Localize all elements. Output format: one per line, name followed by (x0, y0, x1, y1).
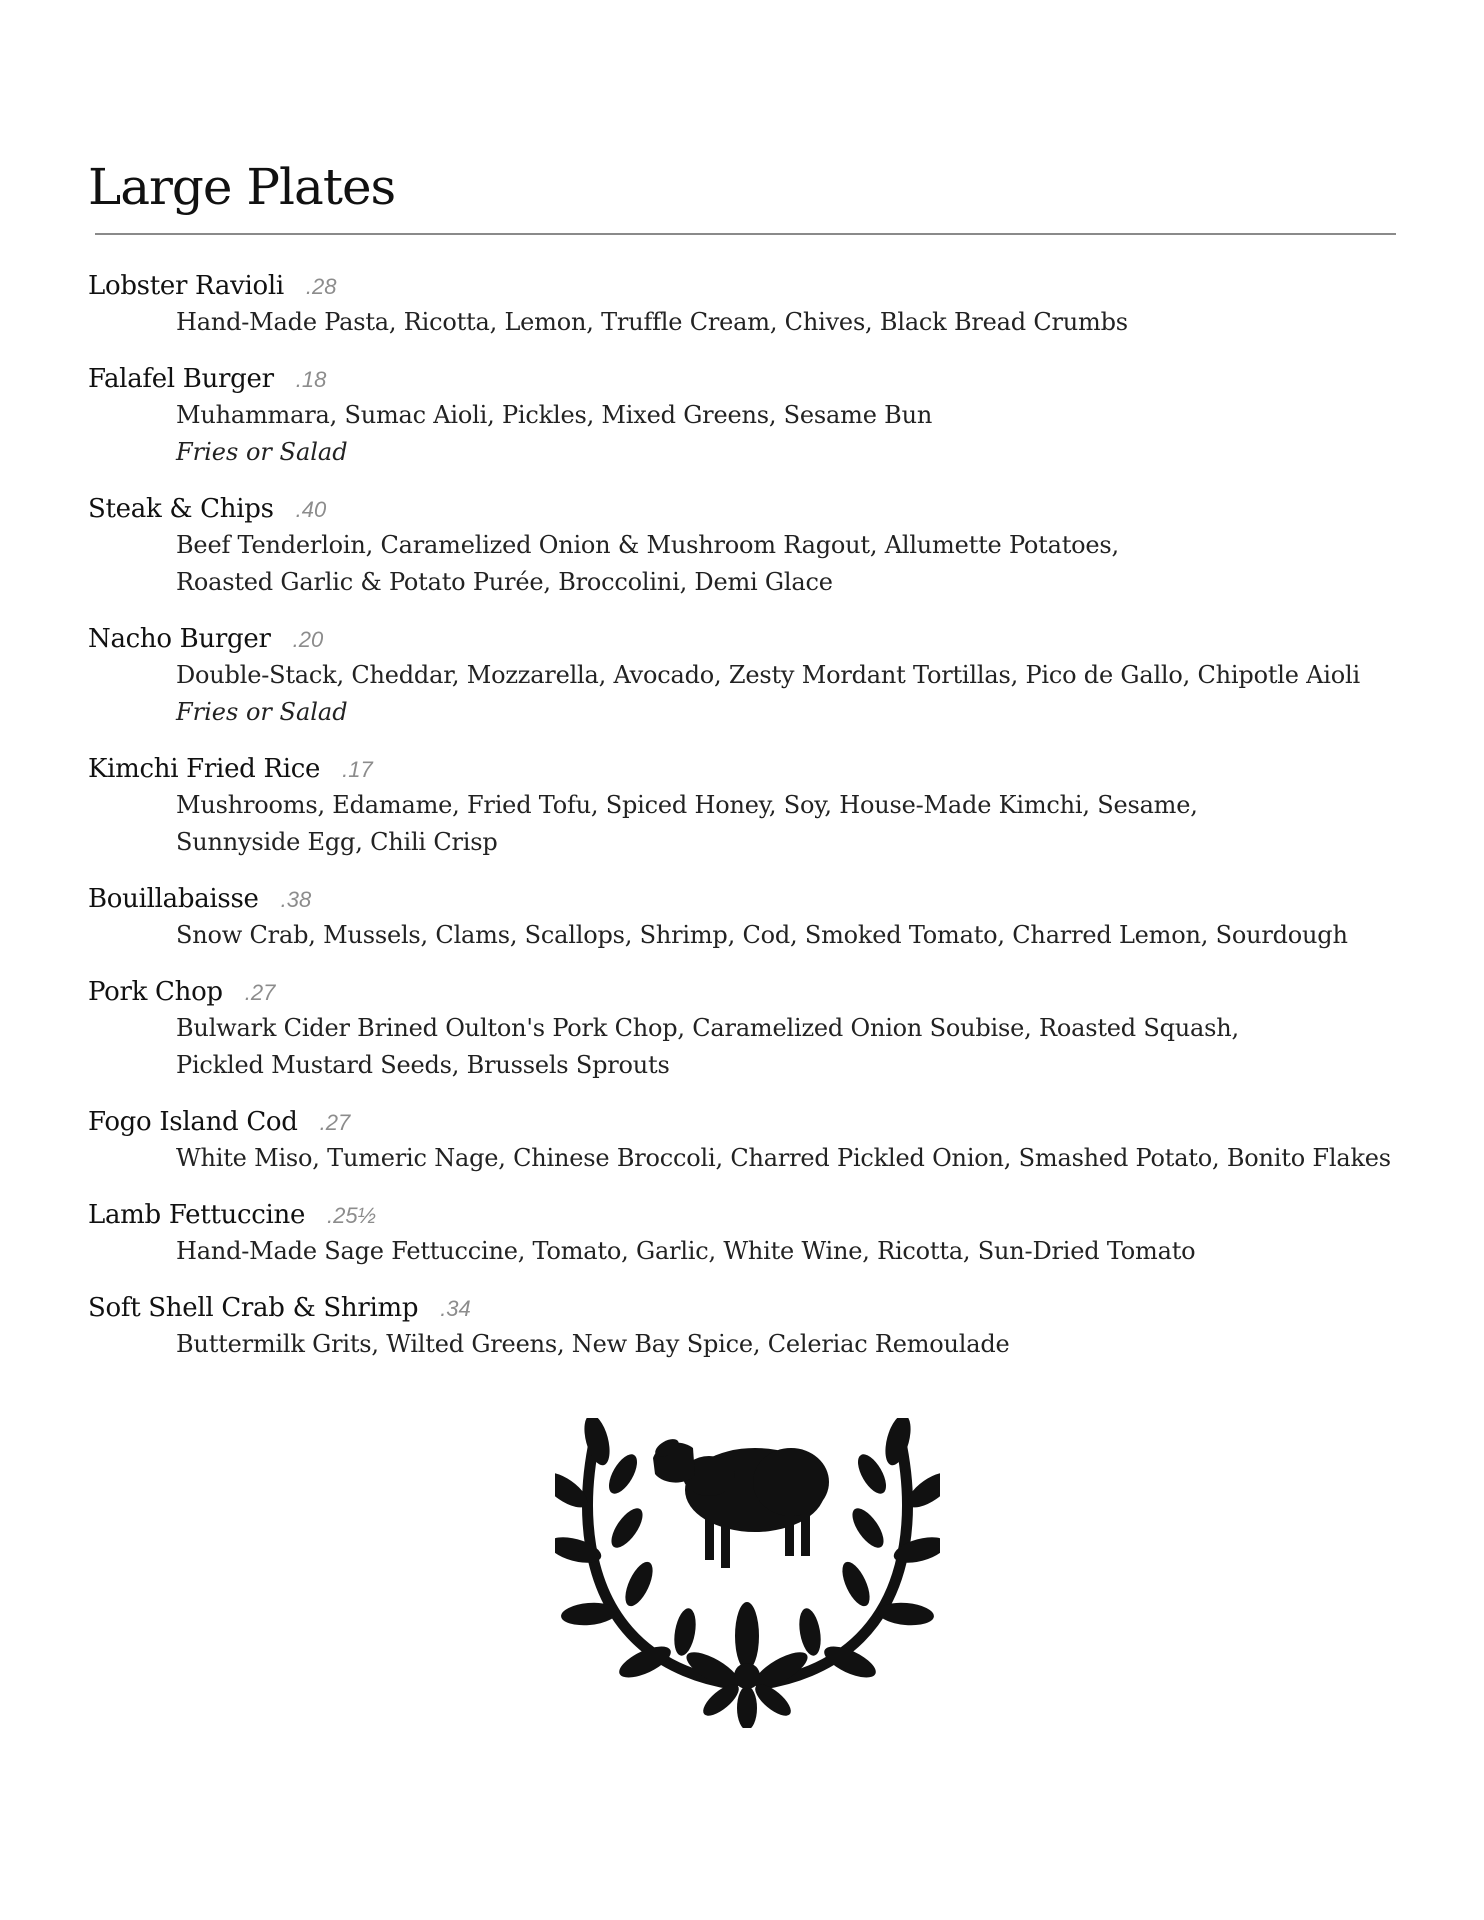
item-description: White Miso, Tumeric Nage, Chinese Broccoli, Charred Pickled Onion, Smashed Potato, Bonito Flakes (176, 1144, 1391, 1172)
item-description: Bulwark Cider Brined Oulton's Pork Chop, Caramelized Onion Soubise, Roasted Squash, (176, 1014, 1239, 1042)
item-description: Pickled Mustard Seeds, Brussels Sprouts (176, 1051, 670, 1079)
title-divider (95, 233, 1396, 235)
item-name: Lamb Fettuccine (88, 1200, 306, 1230)
item-price: .40 (295, 497, 327, 522)
item-name: Steak & Chips (88, 494, 274, 524)
section-title: Large Plates (88, 158, 396, 216)
item-description: Muhammara, Sumac Aioli, Pickles, Mixed Greens, Sesame Bun (176, 401, 933, 429)
item-name: Pork Chop (88, 977, 223, 1007)
item-name: Nacho Burger (88, 624, 271, 654)
item-price: .17 (342, 757, 373, 782)
menu-item-kimchi-fried-rice (88, 751, 1418, 861)
item-name: Lobster Ravioli (88, 271, 284, 301)
sheep-laurel-wreath-icon (555, 1418, 940, 1728)
item-description: Hand-Made Sage Fettuccine, Tomato, Garlic, White Wine, Ricotta, Sun-Dried Tomato (176, 1237, 1196, 1265)
item-description: Snow Crab, Mussels, Clams, Scallops, Shrimp, Cod, Smoked Tomato, Charred Lemon, Sourdough (176, 921, 1348, 949)
item-description: Beef Tenderloin, Caramelized Onion & Mushroom Ragout, Allumette Potatoes, (176, 531, 1119, 559)
item-description: Mushrooms, Edamame, Fried Tofu, Spiced Honey, Soy, House-Made Kimchi, Sesame, (176, 791, 1198, 819)
item-price: .34 (440, 1296, 471, 1321)
item-name: Bouillabaisse (88, 884, 259, 914)
item-side-option: Fries or Salad (176, 438, 348, 466)
item-price: .28 (305, 274, 337, 299)
menu-item-steak-and-chips (88, 491, 1418, 601)
menu-item-pork-chop (88, 974, 1418, 1084)
item-price: .20 (292, 627, 324, 652)
menu-item-lobster-ravioli (88, 268, 1418, 341)
item-name: Fogo Island Cod (88, 1107, 298, 1137)
menu-item-falafel-burger (88, 361, 1418, 471)
item-price: .27 (244, 980, 276, 1005)
item-description: Buttermilk Grits, Wilted Greens, New Bay Spice, Celeriac Remoulade (176, 1330, 1010, 1358)
item-name: Falafel Burger (88, 364, 274, 394)
menu-item-soft-shell-crab-and-shrimp (88, 1290, 1418, 1363)
item-description: Double-Stack, Cheddar, Mozzarella, Avocado, Zesty Mordant Tortillas, Pico de Gallo, Chipotle Aioli (176, 661, 1360, 689)
item-description: Hand-Made Pasta, Ricotta, Lemon, Truffle Cream, Chives, Black Bread Crumbs (176, 308, 1128, 336)
item-description: Roasted Garlic & Potato Purée, Broccolini, Demi Glace (176, 568, 833, 596)
item-price: .38 (280, 887, 312, 912)
item-side-option: Fries or Salad (176, 698, 348, 726)
item-name: Kimchi Fried Rice (88, 754, 321, 784)
menu-item-bouillabaisse (88, 881, 1418, 954)
menu-item-lamb-fettuccine (88, 1197, 1418, 1270)
item-price: .27 (319, 1110, 351, 1135)
item-price: .25½ (327, 1203, 376, 1228)
menu-item-fogo-island-cod (88, 1104, 1418, 1177)
menu-item-nacho-burger (88, 621, 1418, 731)
item-description: Sunnyside Egg, Chili Crisp (176, 828, 498, 856)
item-price: .18 (295, 367, 327, 392)
item-name: Soft Shell Crab & Shrimp (88, 1293, 419, 1323)
